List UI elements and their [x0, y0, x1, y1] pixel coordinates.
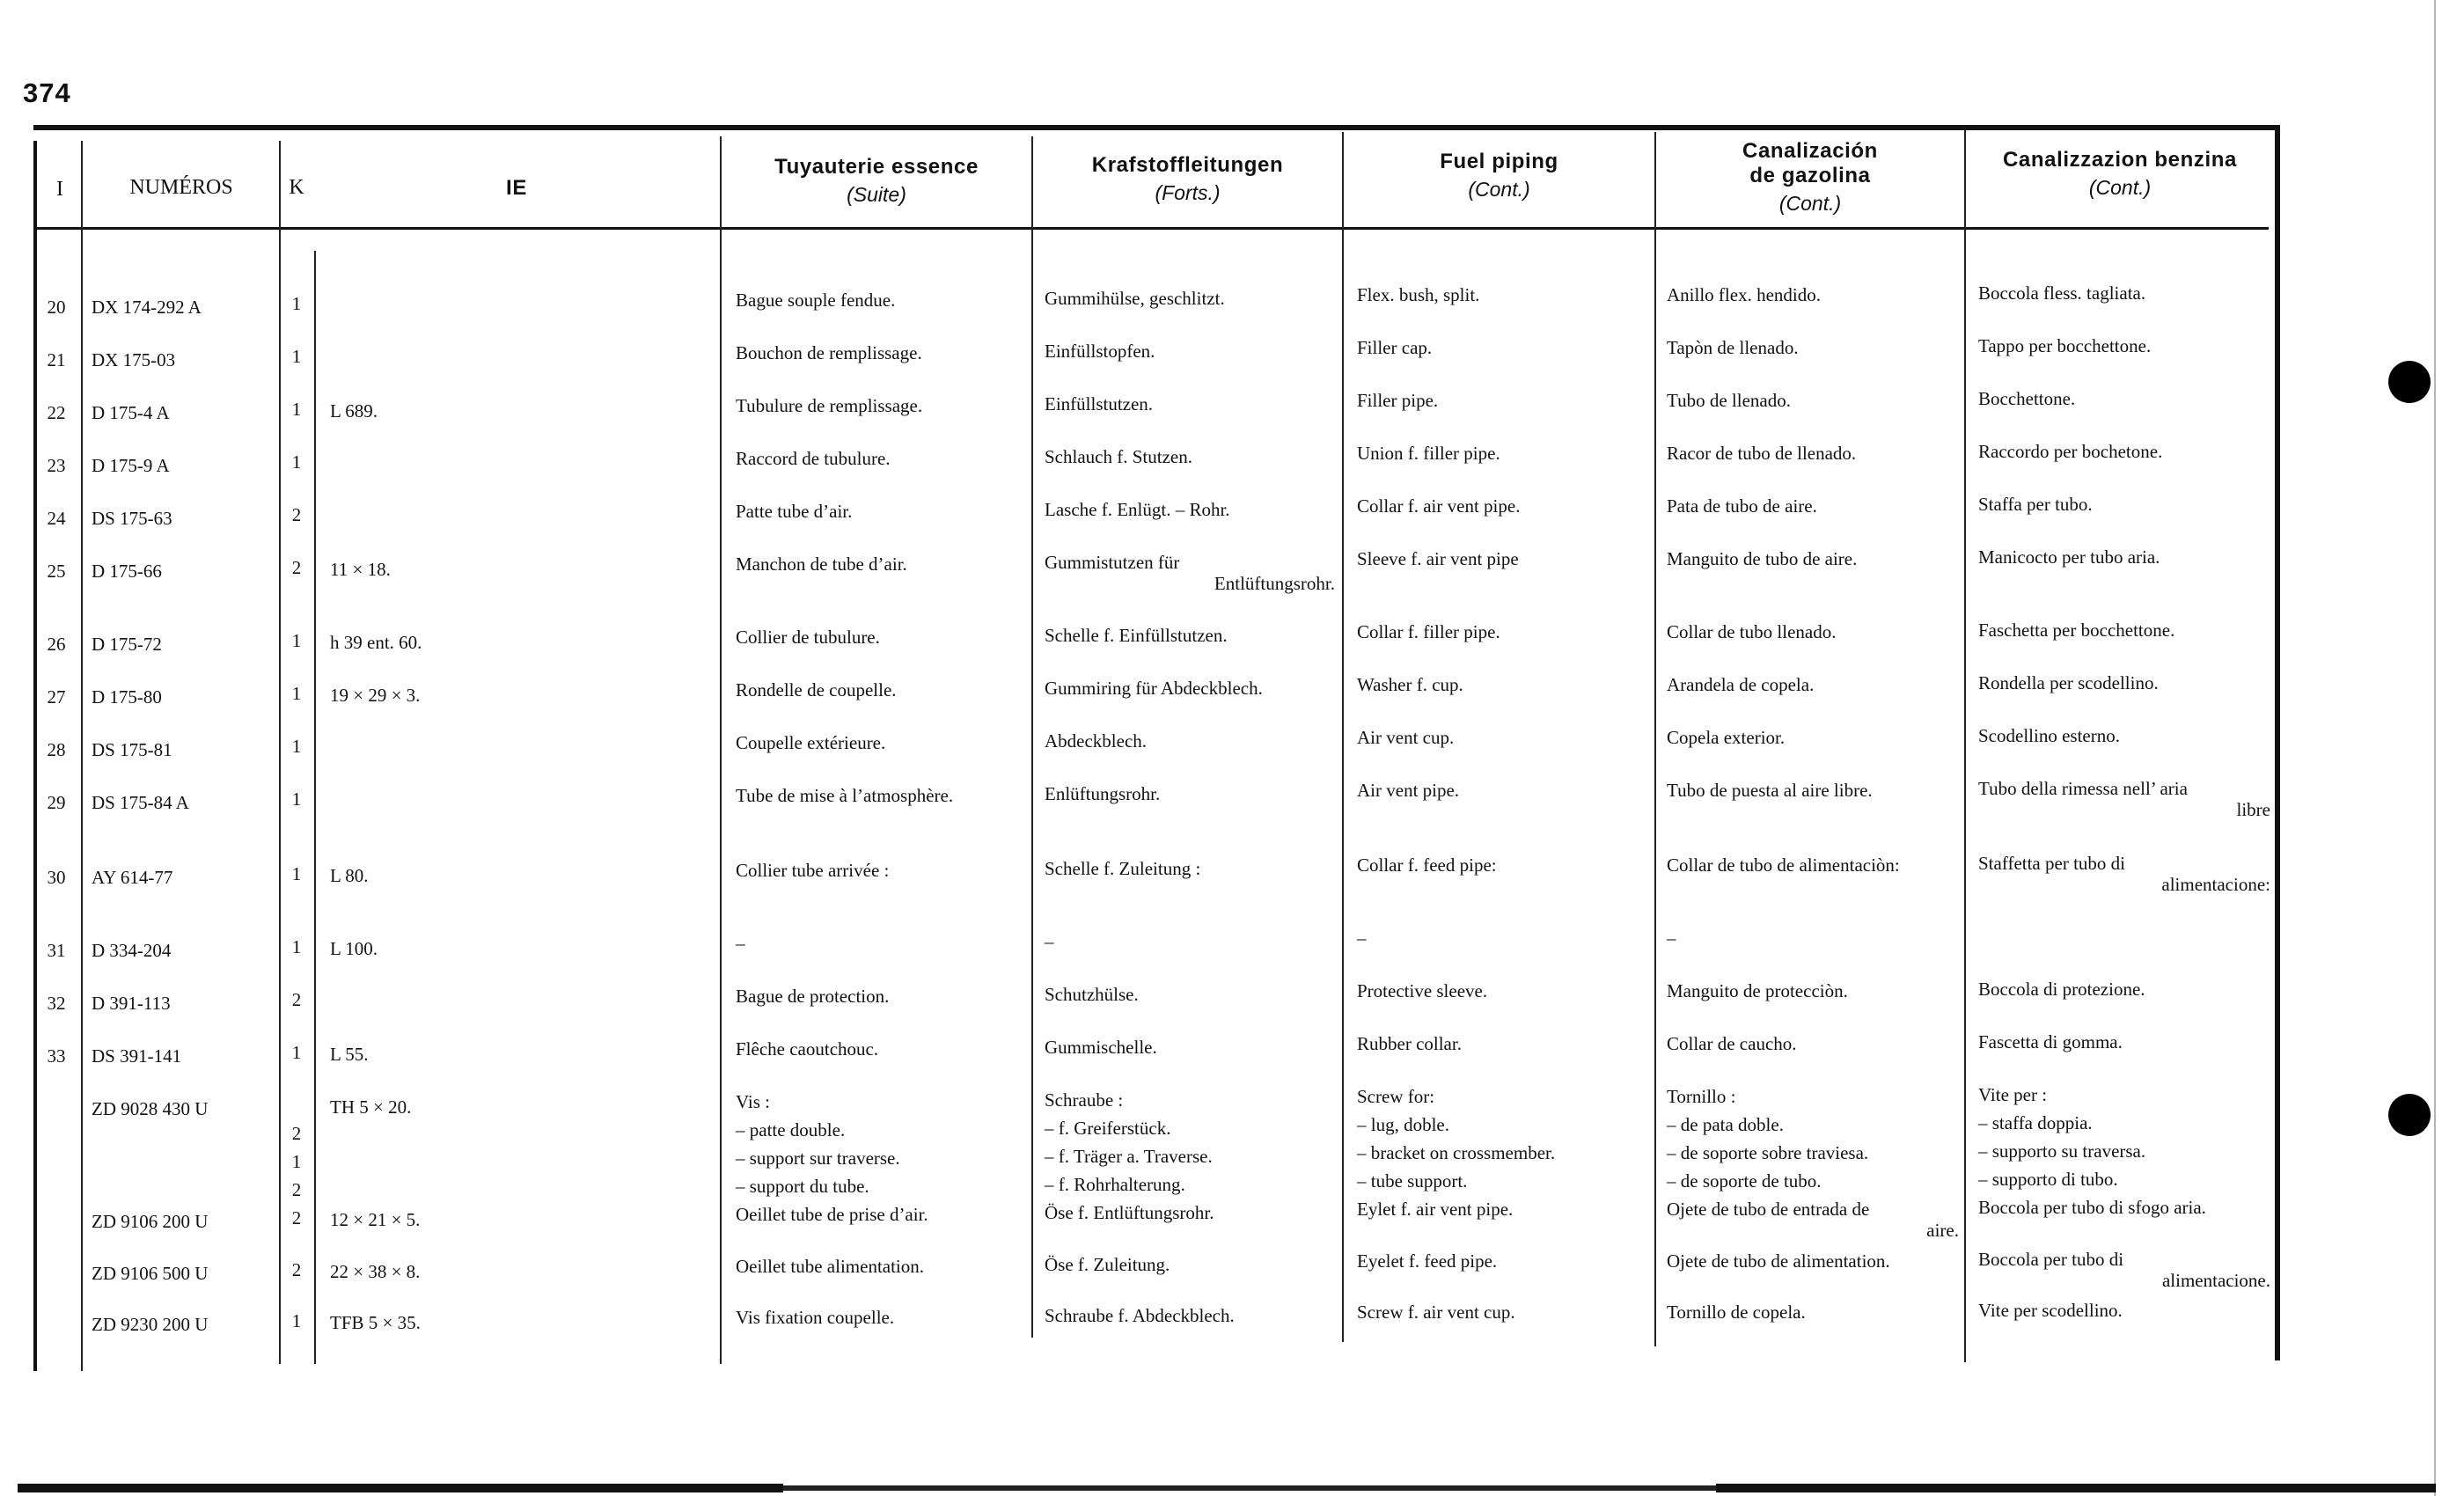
quantity: 2: [291, 1207, 302, 1228]
header-english-sub: (Cont.): [1468, 178, 1530, 201]
desc-german: Einfüllstutzen.: [1045, 393, 1154, 414]
dimension: L 689.: [330, 400, 378, 422]
desc-english: –: [1357, 928, 1367, 949]
desc-german: Schutzhülse.: [1045, 984, 1139, 1005]
part-number: D 175-72: [92, 634, 162, 655]
column-separator: [1654, 132, 1656, 1346]
header-divider: [33, 227, 2269, 230]
desc-french: – support sur traverse.: [736, 1148, 900, 1169]
desc-english: Union f. filler pipe.: [1357, 443, 1500, 464]
desc-english: Sleeve f. air vent pipe: [1357, 548, 1519, 569]
desc-french: Patte tube d’air.: [736, 501, 853, 522]
quantity: 1: [291, 451, 302, 473]
part-number: DS 391-141: [92, 1045, 182, 1067]
quantity: 1: [291, 736, 302, 757]
desc-italian: Tubo della rimessa nell’ aria: [1978, 778, 2188, 799]
item-index: 28: [47, 739, 66, 760]
desc-french: Tube de mise à l’atmosphère.: [736, 785, 954, 806]
desc-italian: Vite per :: [1978, 1084, 2048, 1105]
desc-english: Collar f. filler pipe.: [1357, 621, 1500, 642]
header-spanish-title-2: de gazolina: [1749, 164, 1871, 187]
desc-spanish: Tubo de puesta al aire libre.: [1667, 780, 1873, 801]
header-italian-sub: (Cont.): [2088, 176, 2152, 199]
quantity: 1: [291, 863, 302, 884]
dimension: 11 × 18.: [330, 559, 391, 580]
desc-spanish: Pata de tubo de aire.: [1667, 495, 1817, 517]
desc-english: – tube support.: [1357, 1170, 1468, 1192]
page-edge-line: [2434, 0, 2436, 1496]
quantity: 1: [291, 293, 302, 314]
desc-french: – patte double.: [736, 1119, 846, 1140]
item-index: 27: [47, 686, 66, 708]
desc-english: Rubber collar.: [1357, 1033, 1462, 1054]
item-index: 20: [47, 297, 66, 318]
desc-french: –: [736, 933, 745, 954]
dimension: L 100.: [330, 938, 378, 959]
header-spanish-title-1: Canalización: [1742, 139, 1878, 163]
desc-spanish: Arandela de copela.: [1667, 674, 1815, 695]
desc-spanish: Anillo flex. hendido.: [1667, 284, 1821, 305]
desc-german: Gummistutzen für: [1045, 552, 1180, 573]
desc-spanish: Ojete de tubo de alimentation.: [1667, 1250, 1890, 1272]
quantity: 2: [291, 1259, 302, 1280]
desc-italian: Boccola per tubo di: [1978, 1249, 2124, 1270]
item-index: 29: [47, 792, 66, 813]
header-german: [1033, 153, 1342, 206]
desc-italian: Scodellino esterno.: [1978, 725, 2120, 746]
desc-german: – f. Rohrhalterung.: [1045, 1174, 1185, 1195]
desc-spanish: Tornillo de copela.: [1667, 1302, 1806, 1323]
quantity: 1: [291, 683, 302, 704]
dimension: h 39 ent. 60.: [330, 632, 422, 653]
desc-english: Eylet f. air vent pipe.: [1357, 1199, 1514, 1220]
desc-french: Collier tube arrivée :: [736, 860, 890, 881]
desc-spanish: Racor de tubo de llenado.: [1667, 443, 1857, 464]
desc-italian: Boccola per tubo di sfogo aria.: [1978, 1197, 2206, 1218]
desc-italian: Bocchettone.: [1978, 388, 2076, 409]
header-french: [722, 155, 1031, 208]
desc-italian-cont: alimentacione:: [2161, 874, 2270, 895]
desc-english: Screw for:: [1357, 1086, 1435, 1107]
header-numeros: NUMÉROS: [129, 176, 233, 199]
desc-german: Gummihülse, geschlitzt.: [1045, 288, 1225, 309]
desc-french: Rondelle de coupelle.: [736, 679, 897, 700]
desc-italian: Boccola di protezione.: [1978, 979, 2145, 1000]
bottom-rule: [1716, 1484, 2436, 1492]
dimension: TFB 5 × 35.: [330, 1312, 421, 1333]
quantity: 1: [291, 346, 302, 367]
desc-french: Bague de protection.: [736, 986, 890, 1007]
part-number: D 175-80: [92, 686, 162, 708]
header-french-sub: (Suite): [847, 183, 906, 206]
desc-spanish: Collar de tubo llenado.: [1667, 621, 1837, 642]
desc-spanish: Collar de caucho.: [1667, 1033, 1797, 1054]
desc-german: Schelle f. Zuleitung :: [1045, 858, 1201, 879]
table-right-border: [2275, 125, 2280, 1360]
desc-french: – support du tube.: [736, 1176, 869, 1197]
desc-english: Eyelet f. feed pipe.: [1357, 1250, 1498, 1272]
desc-english: Washer f. cup.: [1357, 674, 1463, 695]
desc-french: Oeillet tube de prise d’air.: [736, 1204, 928, 1225]
desc-german: Einfüllstopfen.: [1045, 341, 1155, 362]
header-ie-label: IE: [506, 176, 527, 200]
desc-italian-cont: alimentacione.: [2161, 1270, 2270, 1291]
desc-italian: Staffetta per tubo di: [1978, 853, 2125, 874]
desc-spanish: Tubo de llenado.: [1667, 390, 1791, 411]
item-index: 21: [47, 349, 66, 370]
desc-english: Flex. bush, split.: [1357, 284, 1480, 305]
desc-french: Tubulure de remplissage.: [736, 395, 923, 416]
header-french-title: Tuyauterie essence: [774, 155, 979, 179]
part-number: DX 175-03: [92, 349, 176, 370]
quantity: 1: [291, 630, 302, 651]
header-english: [1344, 150, 1654, 202]
desc-english: – bracket on crossmember.: [1357, 1142, 1556, 1163]
quantity: 1: [291, 936, 302, 957]
column-separator: [314, 251, 316, 1364]
desc-italian: Vite per scodellino.: [1978, 1300, 2123, 1321]
header-italian: [1966, 148, 2274, 201]
desc-english: Screw f. air vent cup.: [1357, 1302, 1515, 1323]
header-spanish: [1656, 139, 1964, 216]
dimension: 22 × 38 × 8.: [330, 1261, 421, 1282]
desc-french: Manchon de tube d’air.: [736, 554, 907, 575]
desc-german: – f. Greiferstück.: [1045, 1118, 1171, 1139]
desc-english: Filler cap.: [1357, 337, 1433, 358]
dimension: TH 5 × 20.: [330, 1096, 412, 1118]
quantity: 1: [291, 788, 302, 810]
item-index: 31: [47, 940, 66, 961]
desc-german: Öse f. Zuleitung.: [1045, 1254, 1170, 1275]
column-separator: [1031, 136, 1033, 1338]
header-i: I: [56, 178, 63, 201]
part-number: D 175-4 A: [92, 402, 170, 423]
desc-german: Schlauch f. Stutzen.: [1045, 446, 1192, 467]
bottom-rule: [18, 1484, 783, 1492]
desc-french: Collier de tubulure.: [736, 627, 880, 648]
part-number: DX 174-292 A: [92, 297, 202, 318]
desc-english: Filler pipe.: [1357, 390, 1439, 411]
header-k: K: [289, 176, 304, 199]
desc-italian-cont: libre: [2236, 799, 2270, 820]
desc-italian: Boccola fless. tagliata.: [1978, 282, 2146, 304]
header-italian-title: Canalizzazion benzina: [2003, 148, 2237, 172]
quantity: 1: [291, 1310, 302, 1331]
desc-english: Collar f. air vent pipe.: [1357, 495, 1521, 517]
item-index: 33: [47, 1045, 66, 1067]
quantity: 2: [291, 504, 302, 525]
item-index: 25: [47, 561, 66, 582]
desc-german: Gummischelle.: [1045, 1037, 1157, 1058]
binding-hole: [2388, 361, 2431, 403]
desc-spanish: – de soporte de tubo.: [1667, 1170, 1822, 1192]
desc-spanish: – de soporte sobre traviesa.: [1667, 1142, 1869, 1163]
column-separator: [1964, 130, 1966, 1362]
desc-italian: Tappo per bocchettone.: [1978, 335, 2152, 356]
quantity: 2: [291, 989, 302, 1010]
part-number: D 175-66: [92, 561, 162, 582]
item-index: 30: [47, 867, 66, 888]
dimension: L 80.: [330, 865, 369, 886]
desc-german: Schelle f. Einfüllstutzen.: [1045, 625, 1228, 646]
part-number: DS 175-63: [92, 508, 172, 529]
desc-english: Collar f. feed pipe:: [1357, 854, 1497, 876]
desc-french: Flêche caoutchouc.: [736, 1038, 879, 1060]
desc-spanish: Ojete de tubo de entrada de: [1667, 1199, 1870, 1220]
desc-french: Raccord de tubulure.: [736, 448, 891, 469]
desc-french: Bague souple fendue.: [736, 290, 896, 311]
item-index: 26: [47, 634, 66, 655]
table-left-border: [33, 141, 37, 1371]
desc-english: – lug, doble.: [1357, 1114, 1449, 1135]
desc-italian: Staffa per tubo.: [1978, 494, 2093, 515]
desc-german: Lasche f. Enlügt. – Rohr.: [1045, 499, 1230, 520]
desc-german-cont: Entlüftungsrohr.: [1214, 573, 1335, 594]
desc-german: – f. Träger a. Traverse.: [1045, 1146, 1213, 1167]
desc-german: Gummiring für Abdeckblech.: [1045, 678, 1263, 699]
desc-english: Protective sleeve.: [1357, 980, 1488, 1001]
part-number: DS 175-81: [92, 739, 172, 760]
desc-spanish: Manguito de protecciòn.: [1667, 980, 1848, 1001]
desc-italian: Manicocto per tubo aria.: [1978, 546, 2160, 568]
part-number: DS 175-84 A: [92, 792, 189, 813]
quantity: 2: [291, 557, 302, 578]
dimension: 12 × 21 × 5.: [330, 1209, 421, 1230]
part-number: ZD 9106 500 U: [92, 1263, 209, 1284]
part-number: D 391-113: [92, 993, 171, 1014]
desc-french: Vis fixation coupelle.: [736, 1307, 895, 1328]
desc-english: Air vent pipe.: [1357, 780, 1460, 801]
header-spanish-sub: (Cont.): [1778, 192, 1842, 215]
item-index: 24: [47, 508, 66, 529]
quantity: 2: [291, 1123, 302, 1144]
header-german-title: Krafstoffleitungen: [1091, 153, 1284, 177]
header-ie: [314, 176, 719, 201]
desc-spanish: Tornillo :: [1667, 1086, 1736, 1107]
desc-german: Abdeckblech.: [1045, 730, 1148, 752]
dimension: L 55.: [330, 1044, 369, 1065]
desc-italian: – staffa doppia.: [1978, 1112, 2093, 1133]
desc-french: Coupelle extérieure.: [736, 732, 886, 753]
part-number: ZD 9106 200 U: [92, 1211, 209, 1232]
bottom-rule: [783, 1485, 1716, 1491]
column-separator: [720, 136, 722, 1364]
desc-spanish-cont: aire.: [1926, 1220, 1959, 1241]
desc-german: –: [1045, 931, 1054, 952]
header-german-sub: (Forts.): [1155, 181, 1221, 204]
part-number: D 334-204: [92, 940, 172, 961]
quantity: 1: [291, 1151, 302, 1172]
quantity: 2: [291, 1179, 302, 1200]
desc-german: Öse f. Entlüftungsrohr.: [1045, 1202, 1214, 1223]
binding-hole: [2388, 1094, 2431, 1136]
desc-german: Enlüftungsrohr.: [1045, 783, 1161, 804]
desc-italian: Fascetta di gomma.: [1978, 1031, 2123, 1052]
item-index: 22: [47, 402, 66, 423]
desc-italian: Faschetta per bocchettone.: [1978, 620, 2175, 641]
part-number: ZD 9028 430 U: [92, 1098, 209, 1119]
desc-french: Bouchon de remplissage.: [736, 342, 922, 363]
desc-spanish: Tapòn de llenado.: [1667, 337, 1799, 358]
header-english-title: Fuel piping: [1440, 150, 1558, 173]
desc-italian: Rondella per scodellino.: [1978, 672, 2159, 693]
desc-spanish: Collar de tubo de alimentaciòn:: [1667, 854, 1900, 876]
dimension: 19 × 29 × 3.: [330, 685, 421, 706]
part-number: D 175-9 A: [92, 455, 170, 476]
column-separator: [1342, 132, 1344, 1342]
desc-italian: – supporto di tubo.: [1978, 1169, 2118, 1190]
part-number: AY 614-77: [92, 867, 173, 888]
desc-german: Schraube :: [1045, 1089, 1124, 1111]
part-number: ZD 9230 200 U: [92, 1314, 209, 1335]
desc-german: Schraube f. Abdeckblech.: [1045, 1305, 1235, 1326]
table-top-border: [33, 125, 2280, 130]
page-number: 374: [23, 77, 71, 108]
item-index: 23: [47, 455, 66, 476]
desc-english: Air vent cup.: [1357, 727, 1455, 748]
desc-italian: – supporto su traversa.: [1978, 1140, 2146, 1162]
column-separator: [81, 141, 83, 1371]
desc-spanish: Copela exterior.: [1667, 727, 1786, 748]
quantity: 1: [291, 1042, 302, 1063]
item-index: 32: [47, 993, 66, 1014]
desc-spanish: Manguito de tubo de aire.: [1667, 548, 1858, 569]
desc-spanish: –: [1667, 928, 1676, 949]
desc-french: Oeillet tube alimentation.: [736, 1256, 925, 1277]
desc-french: Vis :: [736, 1091, 770, 1112]
quantity: 1: [291, 399, 302, 420]
desc-italian: Raccordo per bochetone.: [1978, 441, 2163, 462]
desc-spanish: – de pata doble.: [1667, 1114, 1784, 1135]
